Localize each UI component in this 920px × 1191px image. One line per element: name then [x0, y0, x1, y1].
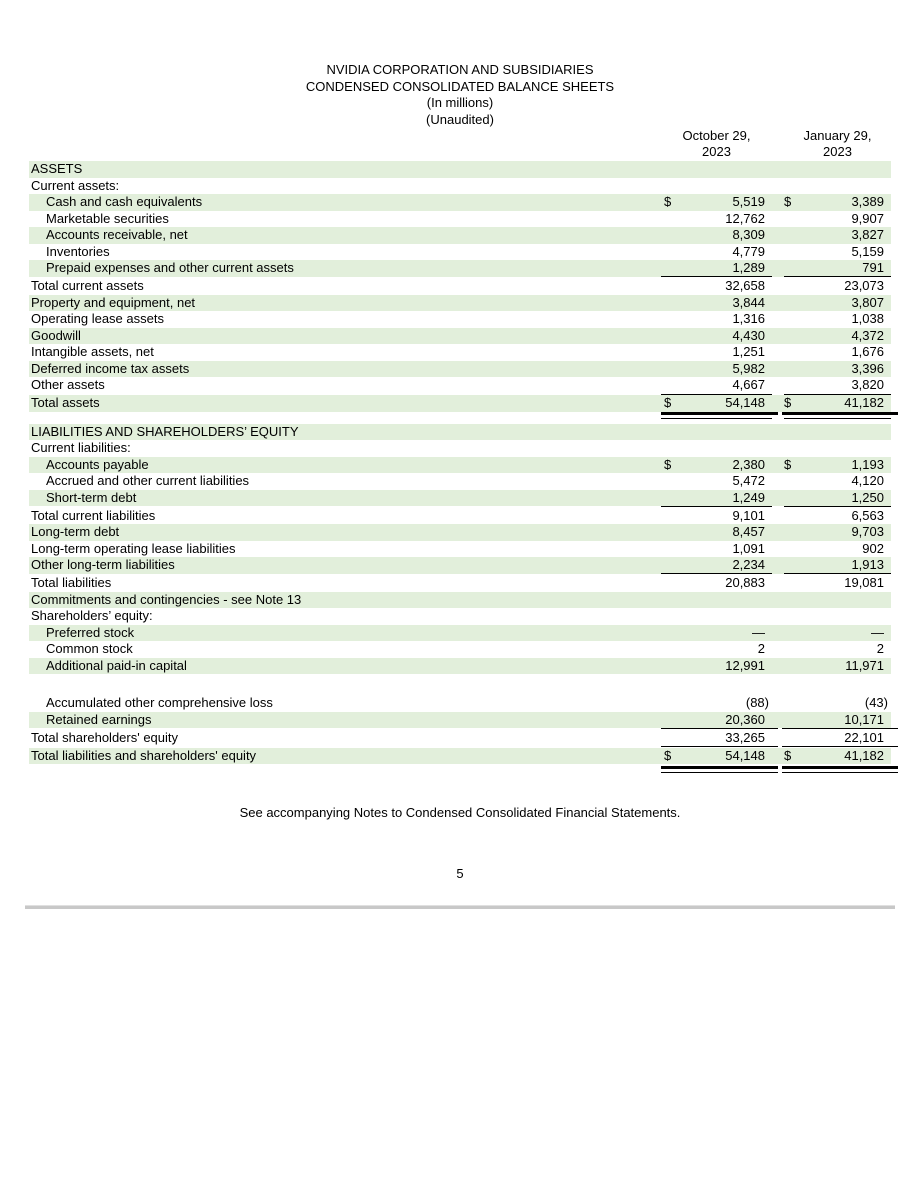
dollar-sign: $ — [664, 747, 672, 763]
total-double-rule — [661, 766, 778, 769]
total-double-rule-lower — [784, 418, 891, 419]
dollar-sign: $ — [664, 395, 672, 410]
value-jan-2023: 1,913 — [851, 557, 884, 572]
subtotal-rule — [661, 573, 772, 574]
dollar-sign: $ — [664, 194, 672, 209]
subheading-current-assets — [29, 178, 891, 195]
row-label: Current assets: — [31, 177, 120, 193]
value-jan-2023: 3,389 — [851, 194, 884, 209]
total-double-rule — [782, 412, 898, 415]
row-inventories — [29, 244, 891, 261]
value-oct-2023: 12,991 — [725, 657, 765, 673]
row-preferred-stock — [29, 625, 891, 642]
page-separator — [25, 905, 895, 909]
row-other-long-term-liabilities — [29, 557, 891, 574]
row-accounts-receivable — [29, 227, 891, 244]
subheading-shareholders-equity — [29, 608, 891, 625]
statement-title: CONDENSED CONSOLIDATED BALANCE SHEETS — [305, 78, 615, 94]
value-jan-2023: 1,193 — [851, 456, 884, 472]
value-oct-2023: 8,457 — [732, 524, 765, 539]
subtotal-rule — [784, 506, 891, 507]
value-jan-2023: 41,182 — [844, 747, 884, 763]
column-header-line1: January 29, — [803, 128, 872, 143]
row-label: Retained earnings — [46, 711, 152, 727]
row-label: Total current liabilities — [31, 507, 156, 523]
statement-header — [0, 62, 920, 128]
row-label: Cash and cash equivalents — [46, 194, 203, 209]
row-label: Total liabilities and shareholders' equity — [31, 747, 257, 763]
value-oct-2023: 2,234 — [732, 557, 765, 572]
value-oct-2023: 20,883 — [725, 575, 765, 590]
row-label: Other assets — [31, 377, 105, 392]
value-oct-2023: 54,148 — [725, 395, 765, 410]
units-note: (In millions) — [426, 95, 494, 110]
row-marketable-securities — [29, 211, 891, 228]
row-label: Short-term debt — [46, 489, 137, 505]
value-jan-2023: 4,372 — [851, 327, 884, 343]
value-oct-2023: 1,249 — [732, 489, 765, 505]
value-jan-2023: 1,038 — [851, 311, 884, 326]
value-oct-2023: 1,316 — [732, 311, 765, 326]
row-label: Intangible assets, net — [31, 344, 154, 359]
row-label: Long-term debt — [31, 524, 120, 539]
value-jan-2023: 3,820 — [851, 377, 884, 392]
value-oct-2023: 5,982 — [732, 360, 765, 376]
value-jan-2023: 3,396 — [851, 360, 884, 376]
value-jan-2023: 41,182 — [844, 395, 884, 410]
row-label: Accumulated other comprehensive loss — [46, 695, 273, 710]
row-label: Preferred stock — [46, 624, 135, 640]
dollar-sign: $ — [784, 395, 792, 410]
row-intangible-assets — [29, 344, 891, 361]
value-jan-2023: (43) — [864, 695, 888, 710]
row-property-equipment — [29, 295, 891, 312]
row-label: Current liabilities: — [31, 440, 131, 455]
value-jan-2023: 5,159 — [851, 243, 884, 259]
row-long-term-debt — [29, 524, 891, 541]
row-label: Marketable securities — [46, 210, 169, 226]
row-label: Deferred income tax assets — [31, 360, 190, 376]
value-oct-2023: 33,265 — [725, 729, 765, 745]
value-jan-2023: 2 — [876, 641, 884, 656]
row-short-term-debt — [29, 490, 891, 507]
row-retained-earnings — [29, 712, 891, 729]
row-prepaid-expenses — [29, 260, 891, 277]
section-heading-assets — [29, 161, 891, 178]
row-label: Accounts receivable, net — [46, 227, 188, 242]
column-header-january-2023 — [784, 128, 891, 160]
value-oct-2023: 4,779 — [732, 243, 765, 259]
subheading-current-liabilities — [29, 440, 891, 457]
value-jan-2023: 3,827 — [851, 227, 884, 242]
row-total-assets — [29, 395, 891, 412]
value-jan-2023: 10,171 — [844, 711, 884, 727]
row-label: Goodwill — [31, 327, 81, 343]
row-accounts-payable — [29, 457, 891, 474]
value-oct-2023: (88) — [745, 695, 769, 710]
value-oct-2023: 2,380 — [732, 456, 765, 472]
value-jan-2023: 6,563 — [851, 507, 884, 523]
row-long-term-lease-liabilities — [29, 541, 891, 558]
row-other-assets — [29, 377, 891, 394]
value-oct-2023: 12,762 — [725, 210, 765, 226]
dollar-sign: $ — [784, 194, 792, 209]
column-header-line2: 2023 — [823, 144, 852, 159]
row-commitments — [29, 592, 891, 609]
row-accumulated-oci — [29, 695, 891, 712]
value-jan-2023: 3,807 — [851, 294, 884, 310]
row-label: Total shareholders' equity — [31, 729, 179, 745]
row-label: Other long-term liabilities — [31, 557, 175, 572]
value-jan-2023: 902 — [862, 540, 884, 556]
row-total-current-assets — [29, 278, 891, 295]
value-oct-2023: 5,472 — [732, 473, 765, 488]
total-double-rule — [661, 412, 778, 415]
value-oct-2023: 4,430 — [732, 327, 765, 343]
value-jan-2023: 23,073 — [844, 278, 884, 293]
value-oct-2023: 1,289 — [732, 260, 765, 275]
column-header-line1: October 29, — [682, 128, 751, 143]
value-oct-2023: 1,091 — [732, 540, 765, 556]
row-operating-lease-assets — [29, 311, 891, 328]
row-total-liabilities-and-equity — [29, 748, 891, 765]
row-label: Shareholders’ equity: — [31, 608, 153, 623]
value-oct-2023: 54,148 — [725, 747, 765, 763]
value-oct-2023: 9,101 — [732, 507, 765, 523]
row-label: Prepaid expenses and other current assets — [46, 260, 294, 275]
row-label: Long-term operating lease liabilities — [31, 540, 236, 556]
total-double-rule-lower — [661, 418, 772, 419]
row-label: LIABILITIES AND SHAREHOLDERS’ EQUITY — [31, 423, 299, 439]
total-double-rule-lower — [782, 772, 898, 773]
row-label: Total assets — [31, 395, 100, 410]
section-heading-liabilities-equity — [29, 424, 891, 441]
total-double-rule-lower — [661, 772, 778, 773]
row-accrued-liabilities — [29, 473, 891, 490]
value-oct-2023: 2 — [757, 641, 765, 656]
row-label: ASSETS — [31, 161, 83, 176]
row-common-stock — [29, 641, 891, 658]
dollar-sign: $ — [784, 747, 792, 763]
row-label: Total liabilities — [31, 575, 112, 590]
value-jan-2023: 9,703 — [851, 524, 884, 539]
footnote: See accompanying Notes to Condensed Consolidated Financial Statements. — [239, 805, 681, 820]
row-total-liabilities — [29, 575, 891, 592]
row-goodwill — [29, 328, 891, 345]
value-oct-2023: 3,844 — [732, 294, 765, 310]
dollar-sign: $ — [664, 456, 672, 472]
value-jan-2023: 9,907 — [851, 210, 884, 226]
total-double-rule — [782, 766, 898, 769]
value-jan-2023: 19,081 — [844, 575, 884, 590]
row-additional-paid-in-capital — [29, 658, 891, 675]
value-oct-2023: 8,309 — [732, 227, 765, 242]
value-jan-2023: — — [871, 624, 884, 640]
value-jan-2023: 4,120 — [851, 473, 884, 488]
page-number: 5 — [456, 866, 464, 881]
row-deferred-income-tax — [29, 361, 891, 378]
value-oct-2023: 4,667 — [732, 377, 765, 392]
row-label: Accrued and other current liabilities — [46, 473, 250, 488]
company-name: NVIDIA CORPORATION AND SUBSIDIARIES — [326, 62, 594, 77]
dollar-sign: $ — [784, 456, 792, 472]
value-oct-2023: 32,658 — [725, 278, 765, 293]
row-label: Operating lease assets — [31, 311, 164, 326]
value-jan-2023: 11,971 — [845, 657, 884, 673]
value-jan-2023: 22,101 — [844, 729, 884, 745]
audit-note: (Unaudited) — [426, 111, 494, 127]
row-label: Total current assets — [31, 278, 144, 293]
value-jan-2023: 791 — [862, 260, 884, 275]
row-label: Additional paid-in capital — [46, 657, 187, 673]
row-total-shareholders-equity — [29, 730, 891, 747]
value-oct-2023: 5,519 — [732, 194, 765, 209]
subtotal-rule — [661, 276, 772, 277]
column-header-october-2023 — [661, 128, 772, 160]
row-label: Accounts payable — [46, 456, 149, 472]
row-cash — [29, 194, 891, 211]
value-oct-2023: 1,251 — [732, 344, 765, 359]
subtotal-rule — [784, 276, 891, 277]
row-label: Property and equipment, net — [31, 294, 196, 310]
value-jan-2023: 1,250 — [851, 489, 884, 505]
value-oct-2023: — — [752, 624, 765, 640]
subtotal-rule — [661, 506, 772, 507]
value-jan-2023: 1,676 — [851, 344, 884, 359]
value-oct-2023: 20,360 — [725, 711, 765, 727]
column-header-line2: 2023 — [702, 144, 731, 159]
subtotal-rule — [784, 573, 891, 574]
row-total-current-liabilities — [29, 508, 891, 525]
row-label: Common stock — [46, 641, 133, 656]
row-label: Inventories — [46, 243, 110, 259]
row-label: Commitments and contingencies - see Note 13 — [31, 591, 302, 607]
